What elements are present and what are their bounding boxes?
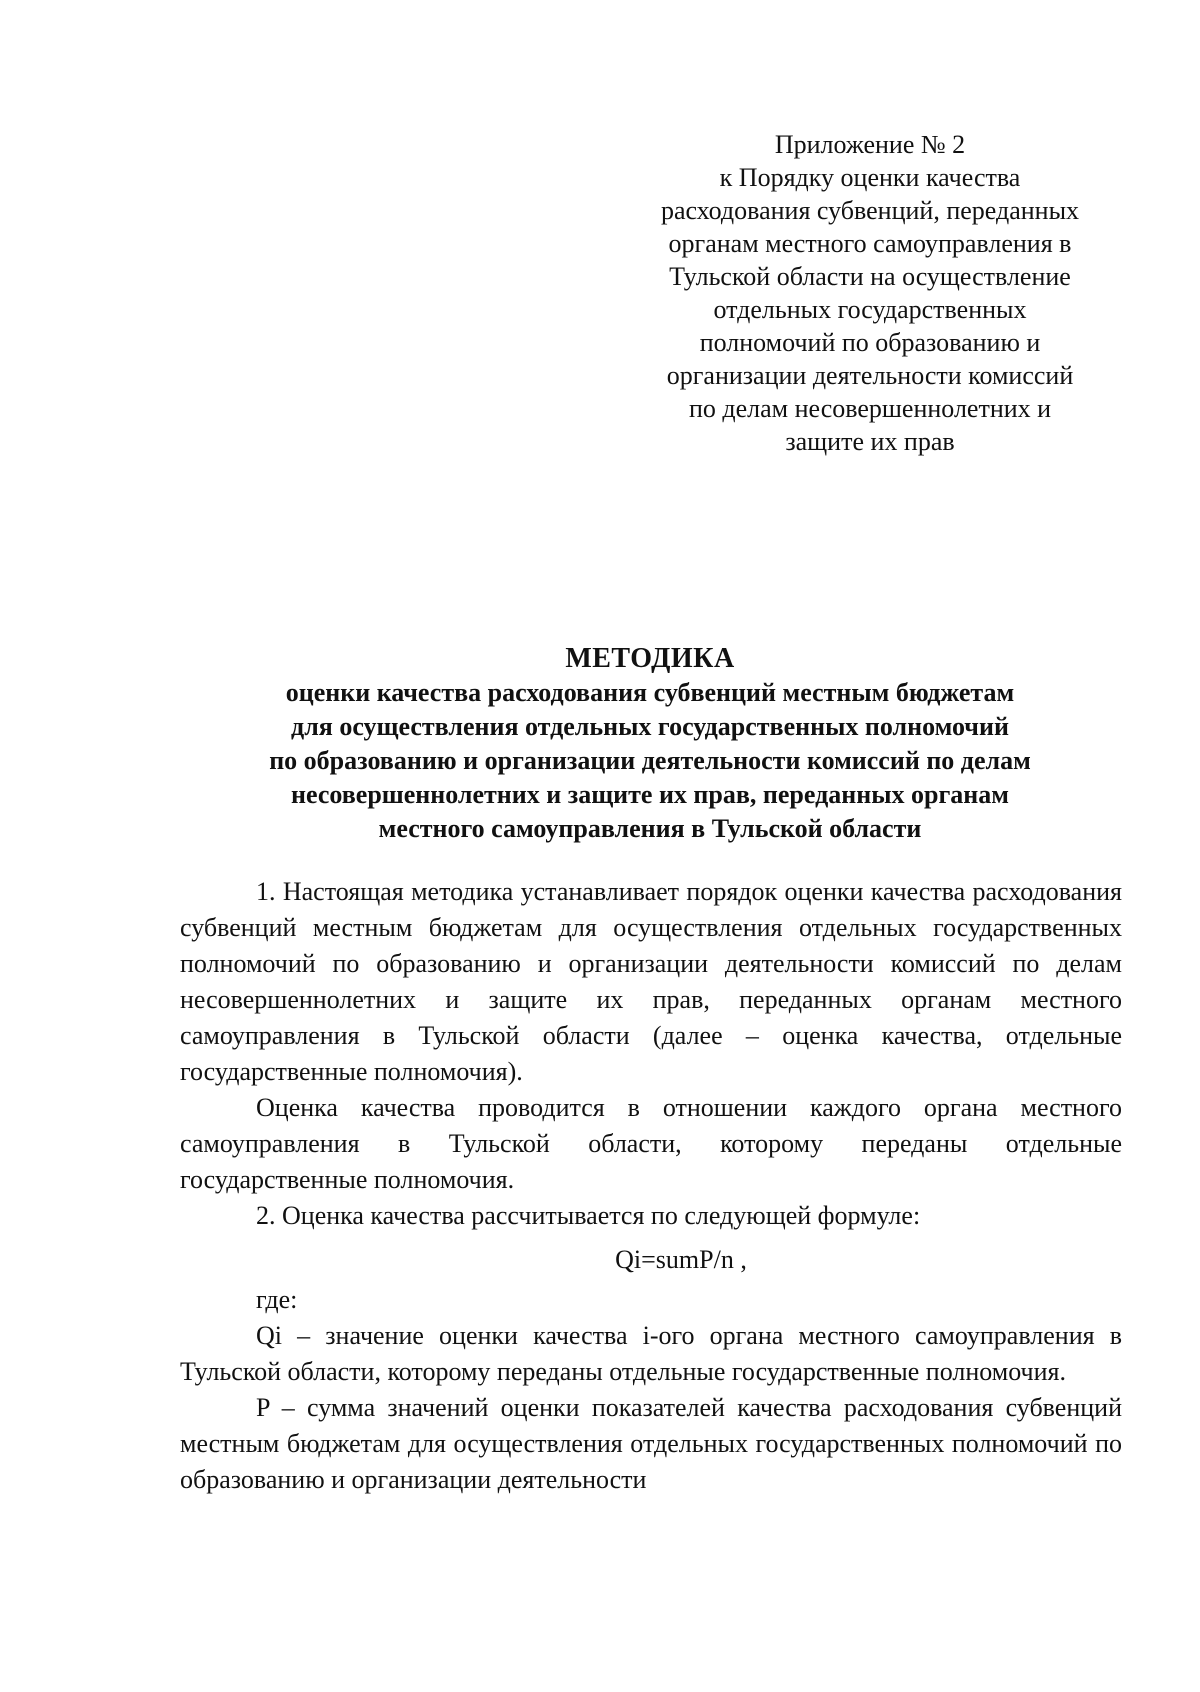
heading-line: по образованию и организации деятельности комиссий по делам	[269, 746, 1031, 775]
heading-line: оценки качества расходования субвенций местным бюджетам	[285, 678, 1015, 707]
paragraph-3: 2. Оценка качества рассчитывается по следующей формуле:	[256, 1201, 921, 1230]
paragraph-1: 1. Настоящая методика устанавливает порядок оценки качества расходования субвенций местным бюджетам для осуществления отдельных государственных полномочий по образованию и организации деятельности комиссий по делам несовершеннолетних и защите их прав, переданных органам местного самоуправления в Тульской области (далее – оценка качества, отдельные государственные полномочия).	[180, 877, 1122, 1086]
document-heading	[160, 642, 1140, 846]
appendix-line: защите их прав	[785, 427, 955, 456]
appendix-line: организации деятельности комиссий	[666, 361, 1074, 390]
document-body	[180, 874, 1122, 1498]
appendix-line: к Порядку оценки качества	[719, 163, 1021, 192]
appendix-line: Приложение № 2	[774, 130, 966, 159]
heading-line: местного самоуправления в Тульской области	[378, 814, 922, 843]
document-title: МЕТОДИКА	[565, 643, 735, 674]
appendix-line: органам местного самоуправления в	[668, 229, 1072, 258]
appendix-line: расходования субвенций, переданных	[660, 196, 1080, 225]
formula: Qi=sumP/n ,	[615, 1245, 747, 1274]
appendix-line: полномочий по образованию и	[699, 328, 1041, 357]
paragraph-p-definition: P – сумма значений оценки показателей качества расходования субвенций местным бюджетам для осуществления отдельных государственных полномочий по образованию и организации деятельности	[180, 1393, 1122, 1494]
heading-line: несовершеннолетних и защите их прав, переданных органам	[291, 780, 1009, 809]
appendix-line: по делам несовершеннолетних и	[688, 394, 1052, 423]
paragraph-2: Оценка качества проводится в отношении каждого органа местного самоуправления в Тульской области, которому переданы отдельные государственные полномочия.	[180, 1093, 1122, 1194]
appendix-line: Тульской области на осуществление	[669, 262, 1071, 291]
where-label: где:	[256, 1285, 298, 1314]
paragraph-qi-definition: Qi – значение оценки качества i-ого органа местного самоуправления в Тульской области, которому переданы отдельные государственные полномочия.	[180, 1321, 1122, 1386]
heading-line: для осуществления отдельных государственных полномочий	[291, 712, 1009, 741]
appendix-block	[640, 128, 1100, 458]
appendix-line: отдельных государственных	[713, 295, 1027, 324]
